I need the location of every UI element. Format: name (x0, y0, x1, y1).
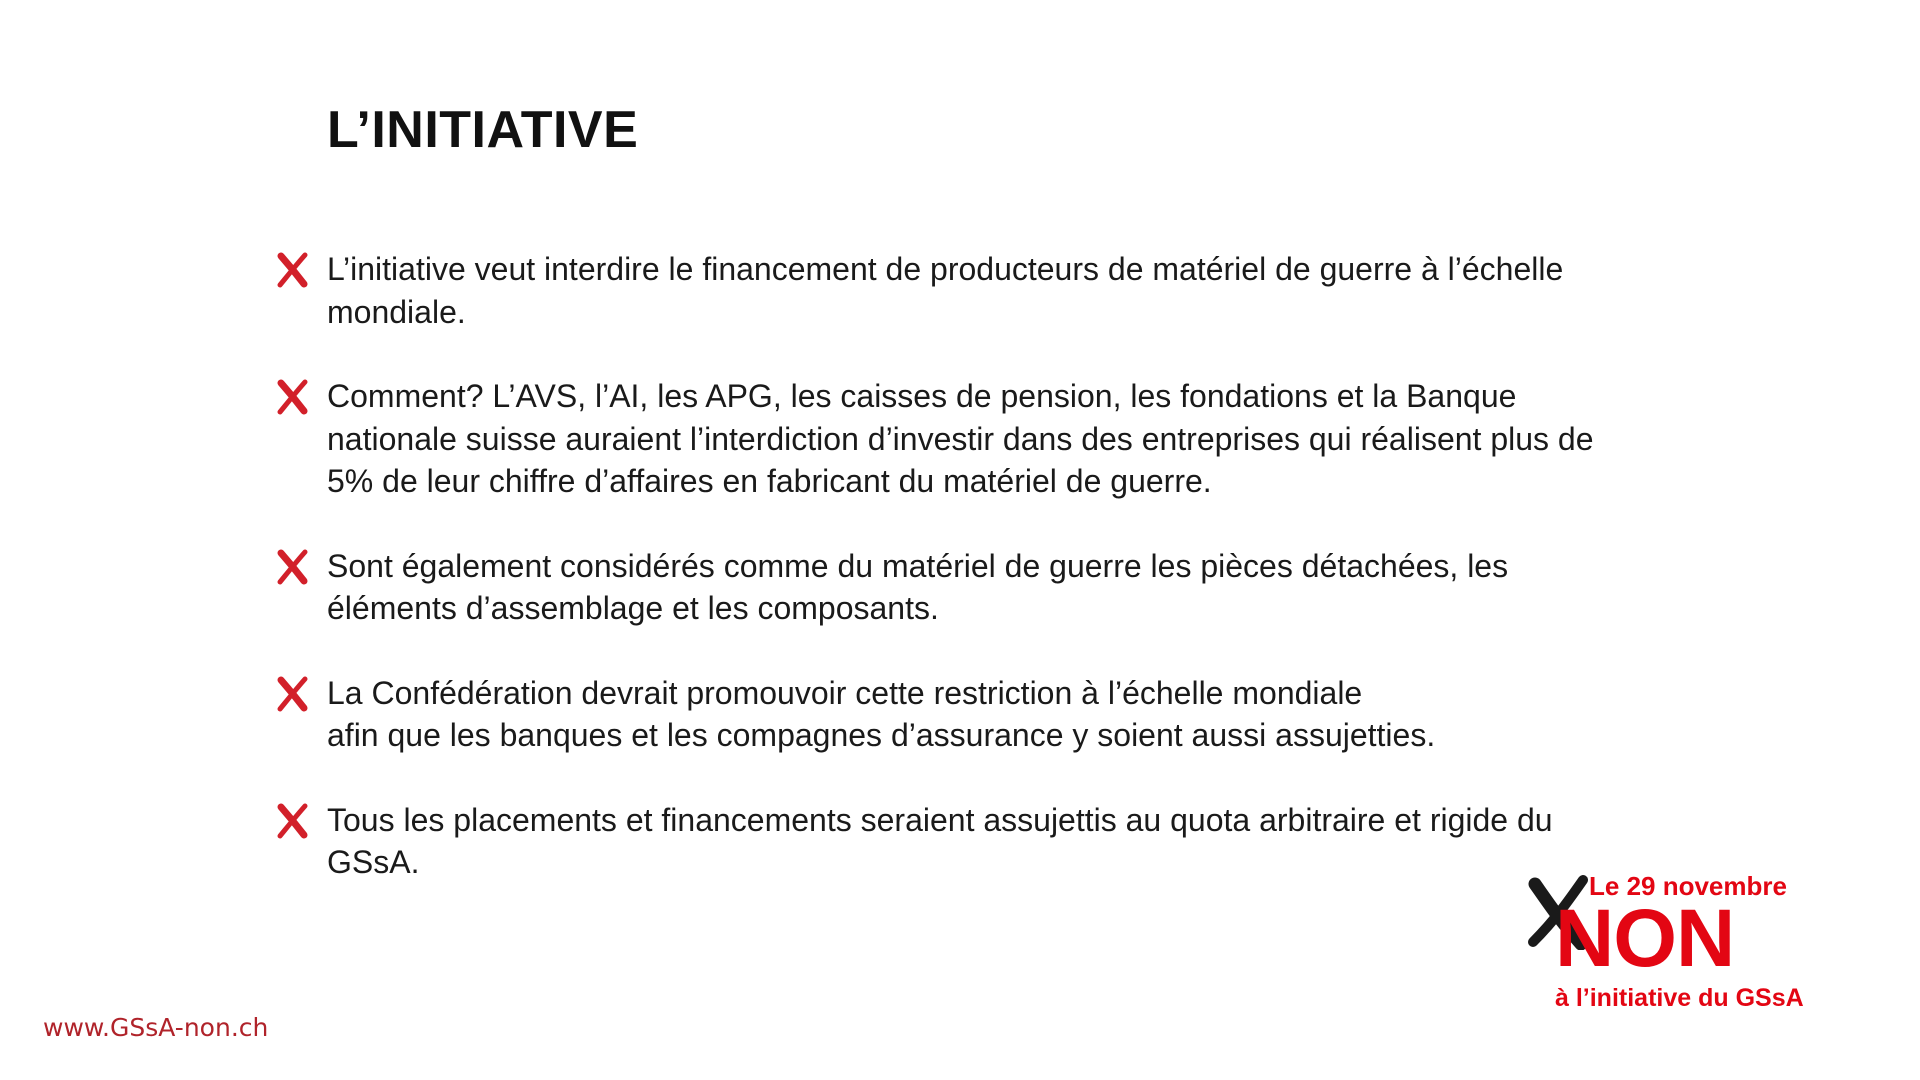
logo-non: NON (1555, 893, 1735, 984)
red-cross-icon (272, 801, 312, 841)
bullet-list (272, 248, 1752, 926)
list-item (272, 375, 1752, 503)
red-cross-icon (272, 377, 312, 417)
bullet-text: L’initiative veut interdire le financement de producteurs de matériel de guerre à l’échelle mondiale. (327, 251, 1564, 330)
website-link[interactable]: www.GSsA-non.ch (43, 1013, 269, 1042)
bullet-text: Tous les placements et financements seraient assujettis au quota arbitraire et rigide du GSsA. (327, 801, 1553, 880)
vote-no-logo (1525, 868, 1855, 1018)
bullet-text: Comment? L’AVS, l’AI, les APG, les caisses de pension, les fondations et la Banque nationale suisse auraient l’interdiction d’investir dans des entreprises qui réalisent plus de 5% de leur chiffre d’affaires en fabricant du matériel de guerre. (327, 378, 1594, 499)
logo-date: Le 29 novembre (1589, 871, 1787, 901)
page-title: L’INITIATIVE (327, 101, 639, 159)
bullet-text: Sont également considérés comme du matériel de guerre les pièces détachées, les éléments d’assemblage et les composants. (327, 547, 1509, 626)
red-cross-icon (272, 547, 312, 587)
list-item (272, 248, 1752, 333)
list-item (272, 672, 1752, 757)
red-cross-icon (272, 674, 312, 714)
bullet-text: La Confédération devrait promouvoir cette restriction à l’échelle mondiale afin que les banques et les compagnes d’assurance y soient aussi assujetties. (327, 674, 1436, 753)
red-cross-icon (272, 250, 312, 290)
logo-subtitle: à l’initiative du GSsA (1555, 984, 1804, 1012)
list-item (272, 545, 1752, 630)
